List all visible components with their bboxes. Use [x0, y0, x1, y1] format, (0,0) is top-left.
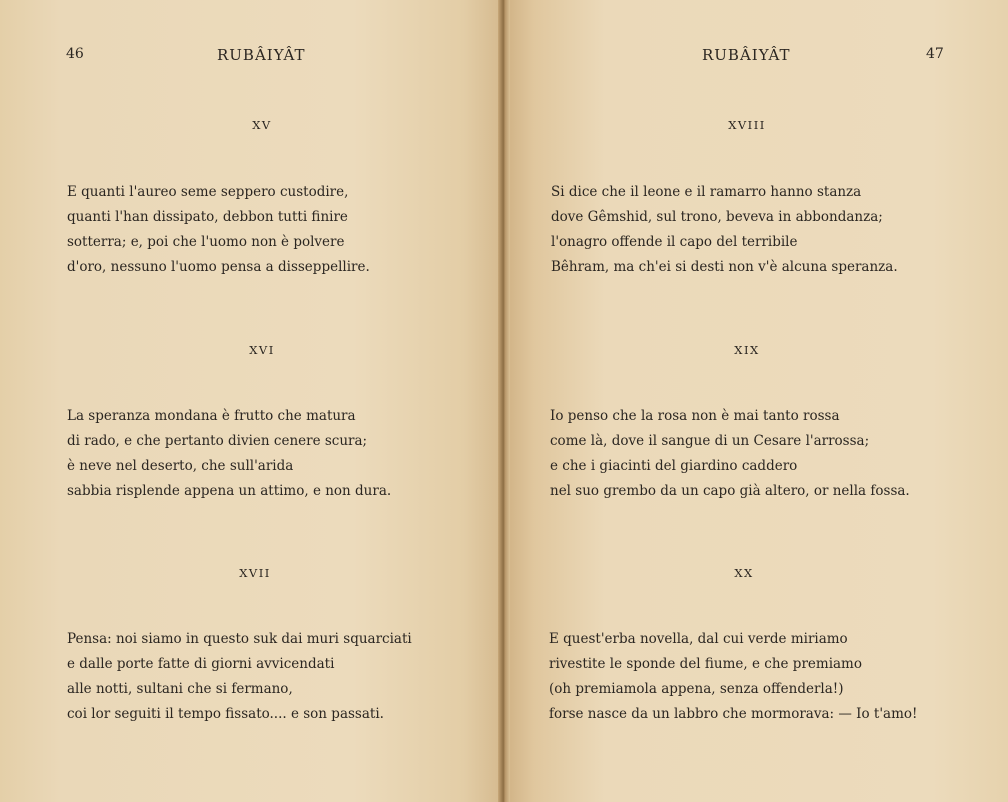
verse-line: è neve nel deserto, che sull'arida: [67, 458, 294, 474]
right-page: [504, 0, 1008, 802]
stanza: [550, 404, 910, 504]
book-gutter: [498, 0, 510, 802]
verse-line: Si dice che il leone e il ramarro hanno stanza: [551, 184, 862, 200]
verse-line: forse nasce da un labbro che mormorava: — Io t'amo!: [549, 706, 918, 722]
verse-line: nel suo grembo da un capo già altero, or nella fossa.: [550, 483, 910, 499]
verse-line: E quanti l'aureo seme seppero custodire,: [67, 184, 349, 200]
verse-line: coi lor seguiti il tempo fissato.... e son passati.: [67, 706, 384, 722]
stanza: [549, 627, 917, 727]
verse-line: come là, dove il sangue di un Cesare l'arrossa;: [550, 433, 870, 449]
page-number: 47: [926, 46, 944, 62]
verse-line: Io penso che la rosa non è mai tanto rossa: [550, 408, 840, 424]
page-number: 46: [66, 46, 84, 62]
verse-line: rivestite le sponde del fiume, e che premiamo: [549, 656, 862, 672]
verse-line: Bêhram, ma ch'ei si desti non v'è alcuna speranza.: [551, 259, 898, 275]
verse-line: alle notti, sultani che si fermano,: [67, 681, 293, 697]
verse-line: sabbia risplende appena un attimo, e non dura.: [67, 483, 392, 499]
verse-line: e che i giacinti del giardino caddero: [550, 458, 798, 474]
stanza: [67, 180, 370, 280]
verse-line: e dalle porte fatte di giorni avvicendati: [67, 656, 335, 672]
stanza: [67, 404, 391, 504]
stanza-numeral: XVII: [239, 566, 271, 580]
verse-line: (oh premiamola appena, senza offenderla!): [549, 681, 844, 697]
stanza: [67, 627, 412, 727]
stanza-numeral: XV: [252, 118, 272, 132]
stanza-numeral: XVIII: [728, 118, 766, 132]
verse-line: Pensa: noi siamo in questo suk dai muri squarciati: [67, 631, 412, 647]
verse-line: La speranza mondana è frutto che matura: [67, 408, 356, 424]
stanza-numeral: XX: [734, 566, 754, 580]
running-head: RUBÂIYÂT: [702, 46, 791, 64]
verse-line: di rado, e che pertanto divien cenere scura;: [67, 433, 368, 449]
stanza-numeral: XVI: [249, 343, 275, 357]
verse-line: l'onagro offende il capo del terribile: [551, 234, 798, 250]
verse-line: sotterra; e, poi che l'uomo non è polvere: [67, 234, 345, 250]
stanza: [551, 180, 898, 280]
stanza-numeral: XIX: [734, 343, 760, 357]
verse-line: d'oro, nessuno l'uomo pensa a disseppellire.: [67, 259, 370, 275]
verse-line: quanti l'han dissipato, debbon tutti finire: [67, 209, 348, 225]
verse-line: E quest'erba novella, dal cui verde miriamo: [549, 631, 848, 647]
verse-line: dove Gêmshid, sul trono, beveva in abbondanza;: [551, 209, 883, 225]
running-head: RUBÂIYÂT: [217, 46, 306, 64]
